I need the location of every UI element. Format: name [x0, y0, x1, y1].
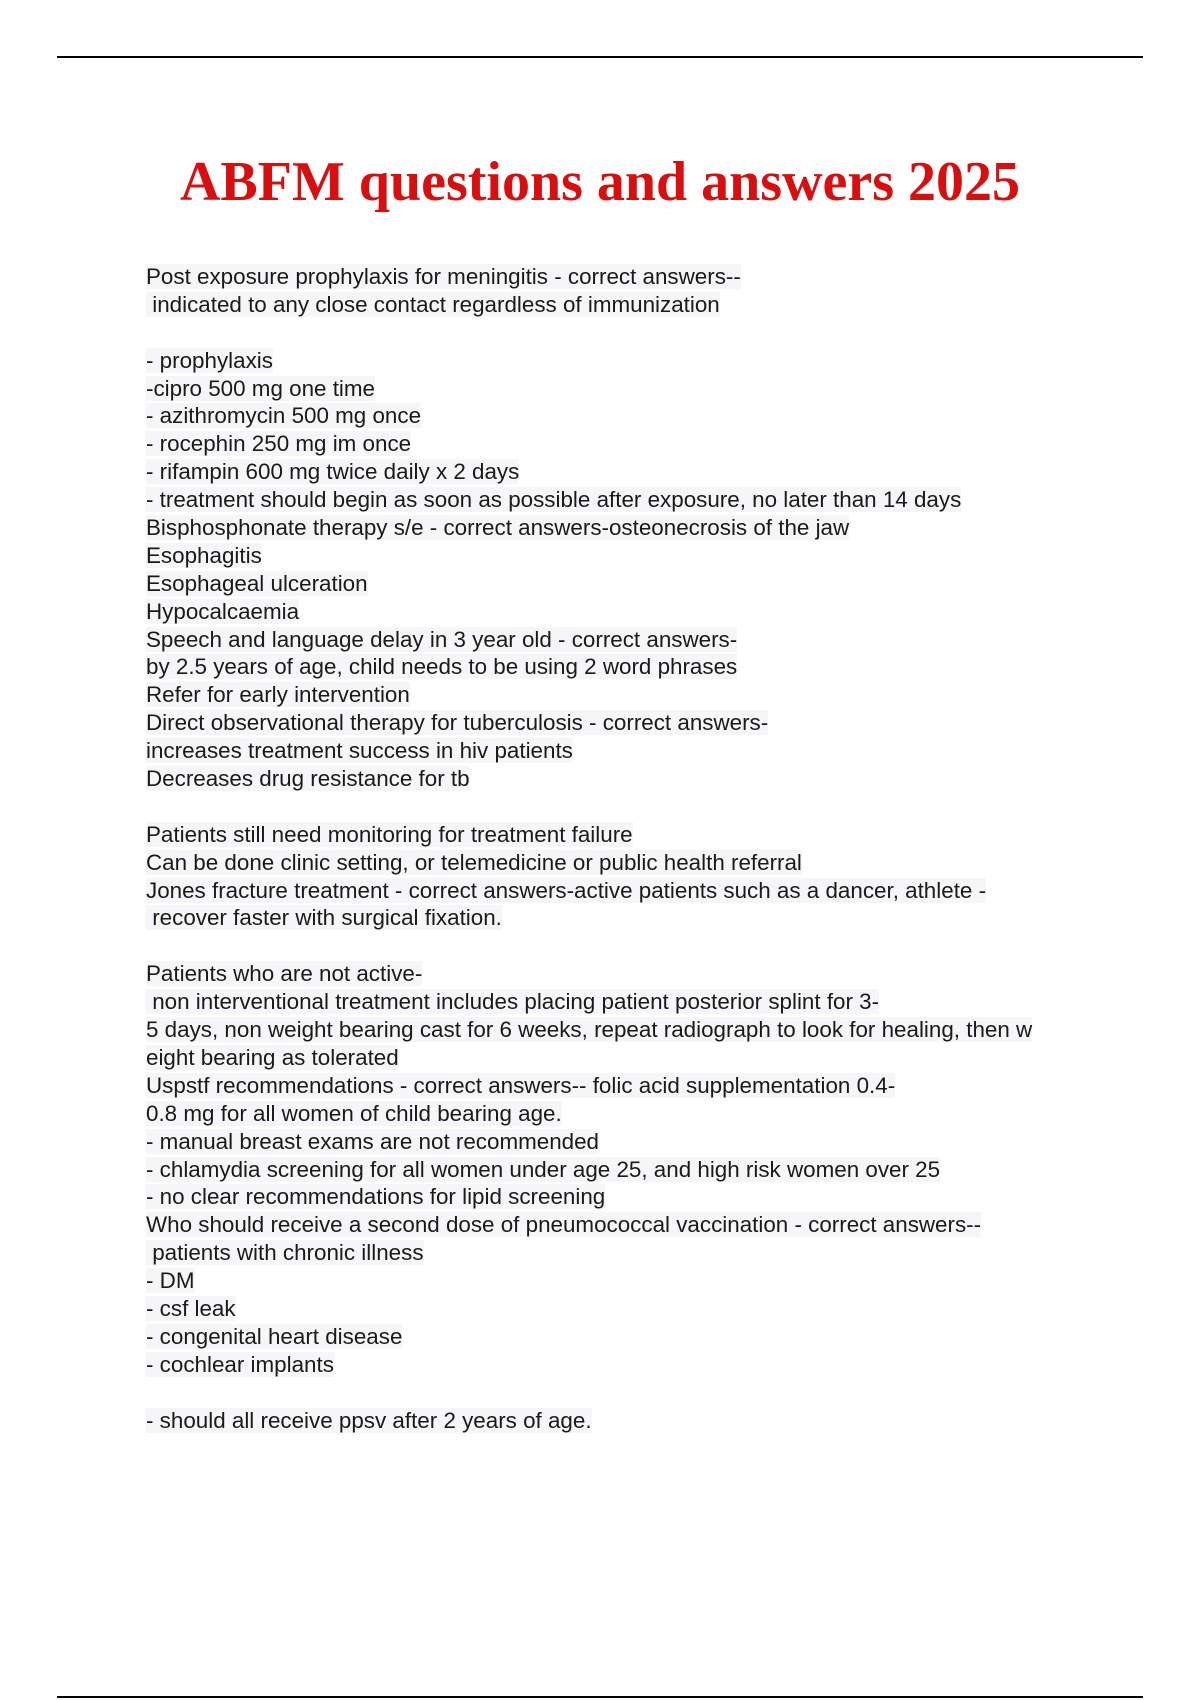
text-line-content: - should all receive ppsv after 2 years of age.	[146, 1407, 592, 1433]
text-line-content: Direct observational therapy for tuberculosis - correct answers-	[146, 710, 769, 736]
text-line	[146, 1044, 1126, 1072]
text-line-content: by 2.5 years of age, child needs to be using 2 word phrases	[146, 654, 738, 680]
text-line	[146, 542, 1126, 570]
text-line	[146, 1100, 1126, 1128]
text-line-content: Can be done clinic setting, or telemedicine or public health referral	[146, 849, 802, 875]
text-line	[146, 1072, 1126, 1100]
text-line	[146, 1211, 1126, 1239]
text-line	[146, 765, 1126, 793]
text-line	[146, 1295, 1126, 1323]
blank-line	[146, 1379, 1126, 1407]
text-line	[146, 988, 1126, 1016]
text-line-content: Esophagitis	[146, 542, 262, 568]
text-line	[146, 877, 1126, 905]
text-line-content: - no clear recommendations for lipid screening	[146, 1184, 606, 1210]
text-line	[146, 1239, 1126, 1267]
text-line	[146, 1267, 1126, 1295]
text-line-content: -cipro 500 mg one time	[146, 375, 375, 401]
text-line	[146, 570, 1126, 598]
text-line-content: non interventional treatment includes placing patient posterior splint for 3-	[146, 989, 880, 1015]
text-line-content: patients with chronic illness	[146, 1240, 424, 1266]
text-line-content: - treatment should begin as soon as possible after exposure, no later than 14 days	[146, 487, 962, 513]
text-line	[146, 904, 1126, 932]
page-title: ABFM questions and answers 2025	[179, 151, 1021, 213]
text-line	[146, 681, 1126, 709]
text-line	[146, 514, 1126, 542]
bottom-rule	[57, 1696, 1143, 1698]
text-line-content: - rocephin 250 mg im once	[146, 431, 412, 457]
text-line-content: - manual breast exams are not recommended	[146, 1128, 600, 1154]
text-line-content: Refer for early intervention	[146, 682, 410, 708]
text-line-content: Jones fracture treatment - correct answers-active patients such as a dancer, athlete -	[146, 877, 987, 903]
blank-line	[146, 932, 1126, 960]
text-line	[146, 486, 1126, 514]
text-line	[146, 291, 1126, 319]
text-line	[146, 375, 1126, 403]
text-line-content: - congenital heart disease	[146, 1323, 403, 1349]
text-line	[146, 402, 1126, 430]
text-line-content: - azithromycin 500 mg once	[146, 403, 422, 429]
text-line	[146, 709, 1126, 737]
text-line-content: Patients still need monitoring for treatment failure	[146, 821, 633, 847]
text-line	[146, 626, 1126, 654]
text-line	[146, 1016, 1126, 1044]
text-line	[146, 960, 1126, 988]
top-rule	[57, 56, 1143, 58]
text-line-content: Uspstf recommendations - correct answers-- folic acid supplementation 0.4-	[146, 1072, 896, 1098]
text-line-content: Post exposure prophylaxis for meningitis - correct answers--	[146, 264, 741, 289]
text-line	[146, 653, 1126, 681]
text-line-content: recover faster with surgical fixation.	[146, 905, 502, 931]
text-line	[146, 458, 1126, 486]
text-line-content: - prophylaxis	[146, 347, 273, 373]
text-line-content: eight bearing as tolerated	[146, 1044, 399, 1070]
text-line-content: increases treatment success in hiv patients	[146, 738, 573, 764]
text-line	[146, 737, 1126, 765]
text-line-content: - cochlear implants	[146, 1351, 334, 1377]
text-line-content: Decreases drug resistance for tb	[146, 766, 470, 792]
text-line-content: Who should receive a second dose of pneumococcal vaccination - correct answers--	[146, 1212, 982, 1238]
text-line-content: - rifampin 600 mg twice daily x 2 days	[146, 459, 520, 485]
blank-line	[146, 793, 1126, 821]
text-line	[146, 1128, 1126, 1156]
text-line-content: - chlamydia screening for all women under age 25, and high risk women over 25	[146, 1156, 941, 1182]
text-line	[146, 849, 1126, 877]
text-line	[146, 263, 1126, 291]
text-line-content: - DM	[146, 1268, 195, 1294]
text-line-content: Bisphosphonate therapy s/e - correct answers-osteonecrosis of the jaw	[146, 515, 850, 541]
text-line-content: Patients who are not active-	[146, 961, 423, 987]
text-line-content: Hypocalcaemia	[146, 598, 300, 624]
document-body	[146, 263, 1126, 1434]
text-line-content: Speech and language delay in 3 year old - correct answers-	[146, 626, 738, 652]
text-line	[146, 1183, 1126, 1211]
text-line	[146, 821, 1126, 849]
text-line	[146, 1351, 1126, 1379]
blank-line	[146, 319, 1126, 347]
text-line-content: 5 days, non weight bearing cast for 6 weeks, repeat radiograph to look for healing, then w	[146, 1017, 1033, 1043]
text-line-content: - csf leak	[146, 1295, 236, 1321]
text-line	[146, 598, 1126, 626]
text-line-content: indicated to any close contact regardless of immunization	[146, 291, 720, 317]
text-line	[146, 1323, 1126, 1351]
text-line-content: Esophageal ulceration	[146, 570, 368, 596]
text-line	[146, 1156, 1126, 1184]
text-line-content: 0.8 mg for all women of child bearing age.	[146, 1100, 562, 1126]
text-line	[146, 430, 1126, 458]
text-line	[146, 347, 1126, 375]
text-line	[146, 1407, 1126, 1435]
